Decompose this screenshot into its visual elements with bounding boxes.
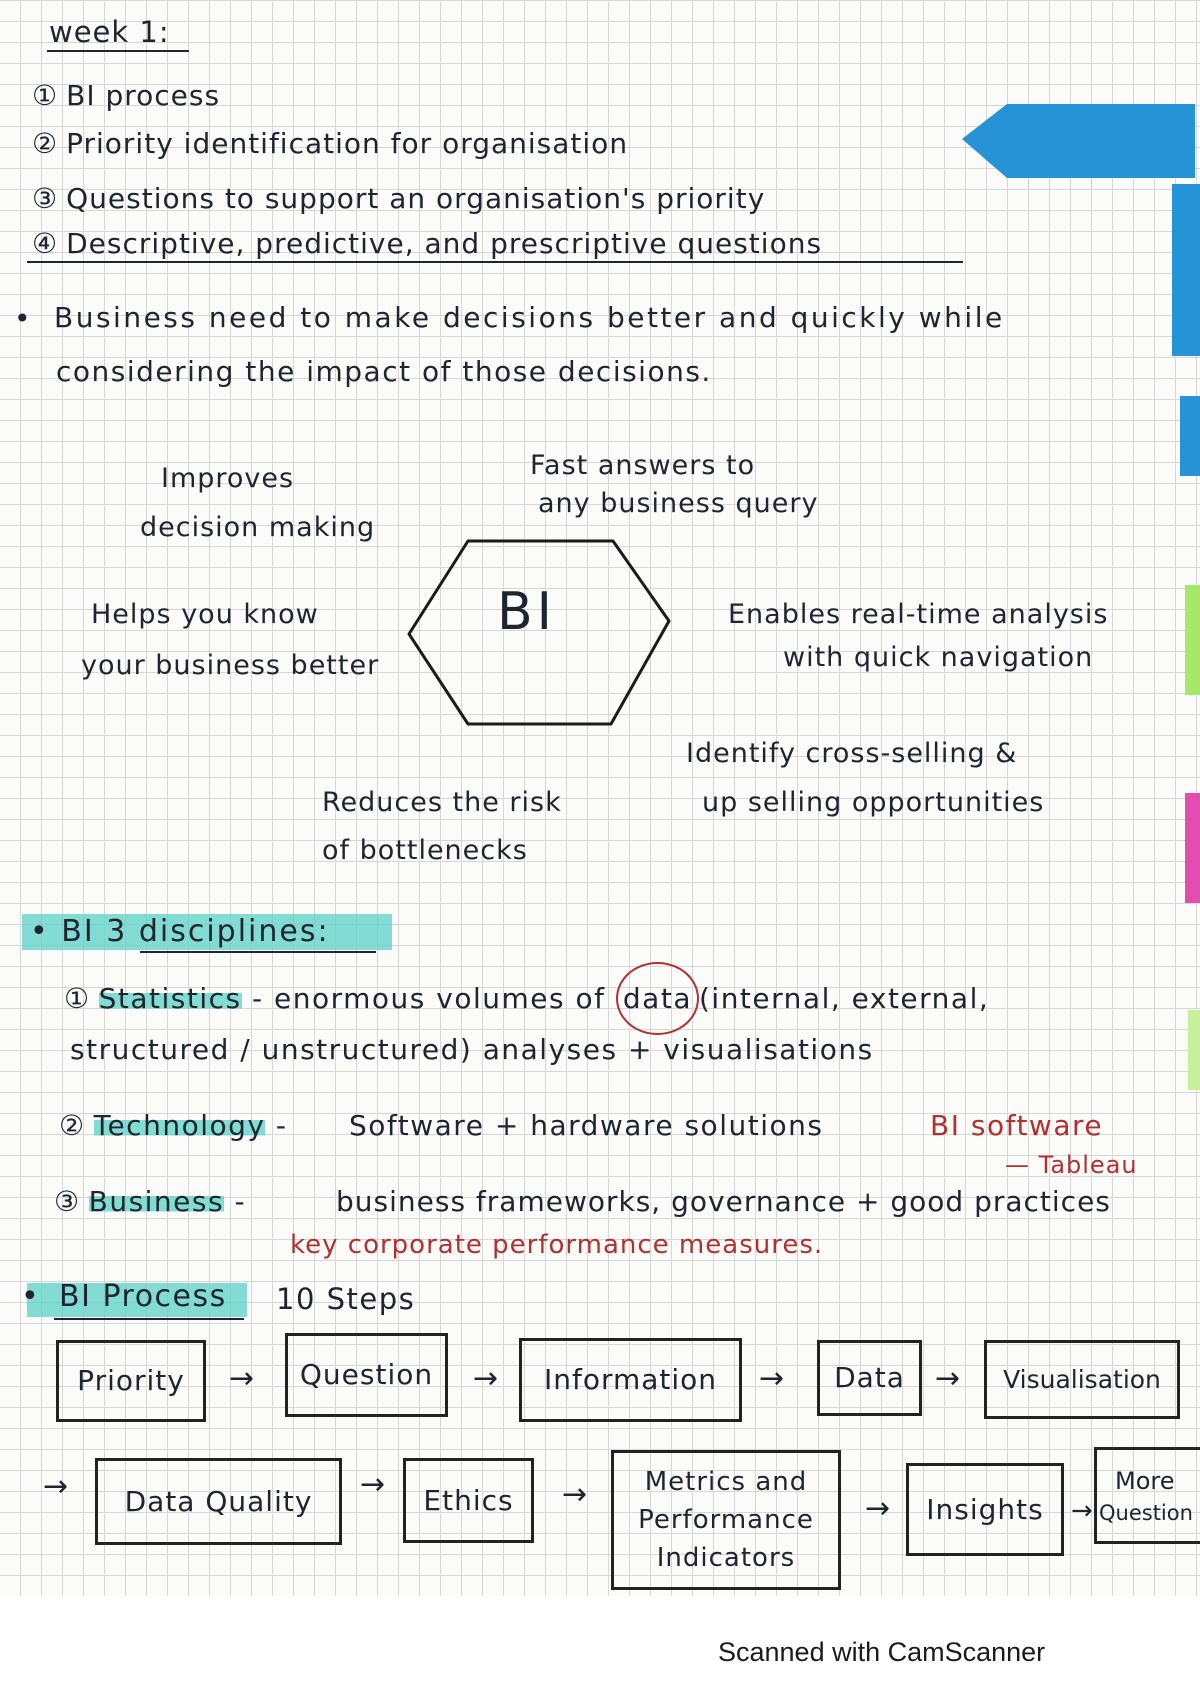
step-box-metrics	[611, 1450, 841, 1590]
disciplines-bullet: •	[30, 914, 50, 949]
discipline-name: Technology	[93, 1109, 266, 1142]
step-label-line-2: Question	[1099, 1500, 1193, 1525]
agenda-item-number: ③	[32, 182, 59, 215]
process-title-underline	[54, 1318, 244, 1320]
technology-note: BI software	[930, 1109, 1104, 1142]
circled-word: data	[616, 962, 699, 1035]
discipline-statistics-line-2: structured / unstructured) analyses + visualisations	[70, 1033, 874, 1066]
agenda-item-4	[32, 227, 822, 261]
step-box-insights	[906, 1463, 1064, 1556]
arrow-right-icon: →	[229, 1361, 255, 1396]
disciplines-underline	[140, 951, 376, 953]
blue-side-tab	[1172, 184, 1200, 356]
step-label: Visualisation	[1003, 1364, 1161, 1394]
intro-line-2: considering the impact of those decisions.	[56, 355, 712, 388]
agenda-item-2	[32, 127, 628, 161]
step-box-ethics	[403, 1458, 534, 1543]
disciplines-title: BI 3 disciplines:	[61, 914, 330, 949]
step-label: Ethics	[423, 1483, 514, 1517]
benefit-improves-line-2: decision making	[140, 512, 376, 543]
week-heading: week 1:	[49, 15, 170, 49]
benefit-know-business-line-2: your business better	[81, 650, 380, 681]
arrow-right-icon: →	[865, 1491, 891, 1526]
benefit-reduce-risk-line-2: of bottlenecks	[322, 835, 528, 866]
discipline-technology	[59, 1109, 287, 1143]
discipline-dash: -	[252, 982, 264, 1015]
agenda-item-3	[32, 182, 765, 216]
step-label: Question	[299, 1358, 434, 1391]
discipline-description: enormous volumes of	[274, 982, 606, 1015]
benefit-fast-answers-line-1: Fast answers to	[530, 450, 756, 481]
benefit-cross-selling-line-1: Identify cross-selling &	[686, 738, 1018, 769]
intro-line-1: Business need to make decisions better and quickly while	[54, 301, 1005, 334]
step-label-line-1: More	[1115, 1466, 1175, 1495]
process-bullet: •	[21, 1279, 40, 1314]
step-label-line-3: Indicators	[656, 1543, 796, 1573]
step-box-data	[817, 1340, 922, 1416]
step-box-visualisation	[984, 1340, 1180, 1419]
arrow-right-icon: →	[473, 1361, 499, 1396]
arrow-right-icon: →	[759, 1361, 785, 1396]
disciplines-heading	[30, 915, 330, 949]
blue-arrow-tab	[962, 104, 1195, 178]
discipline-dash: -	[275, 1109, 288, 1142]
process-subtitle: 10 Steps	[276, 1282, 416, 1316]
technology-note-example: — Tableau	[1005, 1151, 1138, 1179]
benefit-improves-line-1: Improves	[161, 463, 295, 494]
discipline-dash: -	[234, 1185, 247, 1218]
step-box-priority	[56, 1340, 206, 1422]
step-label: Priority	[77, 1364, 185, 1397]
bi-hexagon-label: BI	[497, 582, 557, 642]
intro-bullet: •	[14, 302, 32, 335]
agenda-item-text: BI process	[66, 79, 221, 112]
scanner-watermark: Scanned with CamScanner	[718, 1637, 1046, 1667]
agenda-item-text: Descriptive, predictive, and prescriptive questions	[66, 227, 823, 260]
benefit-cross-selling-line-2: up selling opportunities	[702, 787, 1045, 818]
step-label-line-1: Metrics and	[644, 1467, 808, 1497]
discipline-business-description: business frameworks, governance + good practices	[336, 1185, 1111, 1218]
step-label-line-2: Performance	[638, 1505, 814, 1535]
step-box-more-questions	[1094, 1447, 1200, 1544]
business-note: key corporate performance measures.	[290, 1230, 824, 1260]
discipline-technology-description: Software + hardware solutions	[349, 1109, 824, 1142]
week-heading-underline	[47, 50, 189, 52]
discipline-number: ②	[59, 1109, 86, 1142]
benefit-real-time-line-2: with quick navigation	[783, 642, 1094, 673]
process-title: BI Process	[59, 1279, 227, 1314]
benefit-fast-answers-line-2: any business query	[538, 488, 819, 519]
blue-side-tab-small	[1180, 396, 1200, 476]
step-box-question	[285, 1333, 448, 1417]
benefit-know-business-line-1: Helps you know	[91, 599, 319, 630]
benefit-reduce-risk-line-1: Reduces the risk	[322, 787, 562, 818]
discipline-business	[54, 1185, 246, 1219]
step-label: Insights	[926, 1492, 1044, 1526]
benefit-real-time-line-1: Enables real-time analysis	[728, 599, 1109, 630]
arrow-right-icon: →	[43, 1469, 69, 1504]
discipline-statistics	[64, 982, 989, 1016]
agenda-divider	[27, 261, 963, 263]
step-box-data-quality	[95, 1458, 342, 1545]
step-label: Data Quality	[124, 1484, 313, 1518]
step-label: Information	[543, 1363, 718, 1396]
agenda-item-number: ②	[32, 127, 59, 160]
magenta-side-tab	[1185, 793, 1200, 903]
step-label: Data	[834, 1361, 905, 1394]
discipline-name: Business	[88, 1185, 225, 1218]
discipline-number: ①	[64, 982, 91, 1015]
agenda-item-text: Priority identification for organisation	[66, 127, 629, 160]
arrow-right-icon: →	[935, 1361, 961, 1396]
arrow-right-icon: →	[1071, 1496, 1093, 1526]
light-green-side-tab	[1188, 1010, 1200, 1090]
discipline-number: ③	[54, 1185, 81, 1218]
agenda-item-1	[32, 79, 220, 113]
discipline-description-tail: (internal, external,	[698, 982, 990, 1015]
arrow-right-icon: →	[360, 1467, 386, 1502]
agenda-item-number: ①	[32, 79, 59, 112]
step-box-information	[519, 1338, 742, 1422]
arrow-right-icon: →	[562, 1477, 588, 1512]
agenda-item-text: Questions to support an organisation's priority	[66, 182, 766, 215]
agenda-item-number: ④	[32, 227, 59, 260]
green-side-tab	[1185, 585, 1200, 695]
discipline-name: Statistics	[98, 982, 242, 1015]
